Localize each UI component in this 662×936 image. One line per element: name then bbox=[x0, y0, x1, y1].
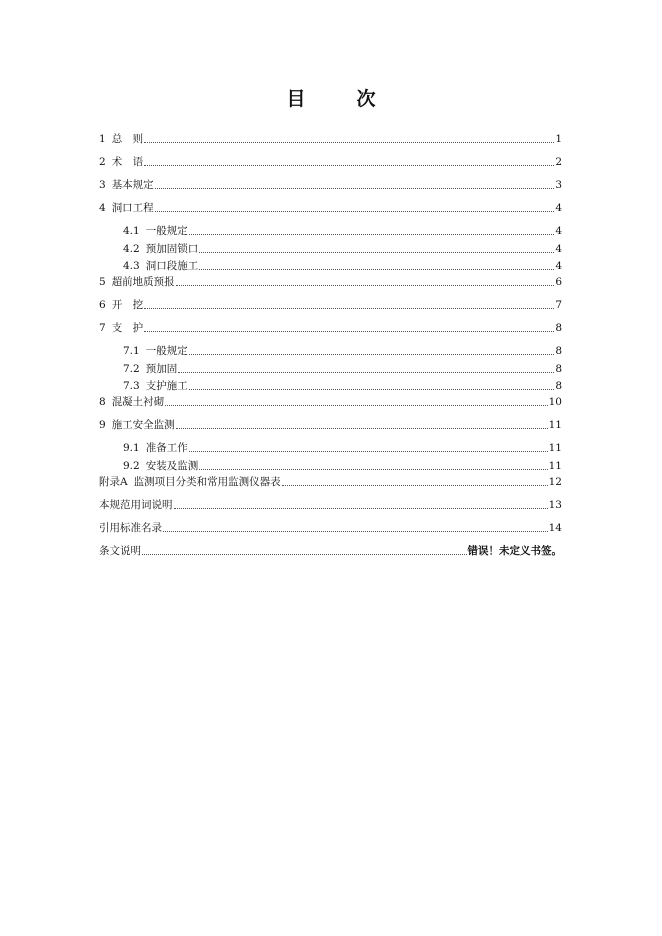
dot-leader bbox=[199, 268, 554, 270]
toc-entry-2[interactable] bbox=[99, 154, 562, 170]
toc-entry-label: 附录A 监测项目分类和常用监测仪器表 bbox=[99, 476, 281, 488]
toc-entry-4[interactable] bbox=[99, 200, 562, 216]
toc-entry-label: 7 支 护 bbox=[99, 322, 144, 334]
toc-entry-3[interactable] bbox=[99, 177, 562, 193]
toc-entry-label: 9 施工安全监测 bbox=[99, 419, 175, 431]
dot-leader bbox=[189, 388, 555, 390]
dot-leader bbox=[282, 484, 548, 486]
toc-error-text: 错误！未定义书签。 bbox=[467, 545, 562, 557]
dot-leader bbox=[144, 164, 554, 166]
toc-entry-explanation[interactable] bbox=[99, 543, 562, 559]
toc-entry-label: 7.2 预加固 bbox=[123, 363, 178, 375]
dot-leader bbox=[142, 553, 467, 555]
dot-leader bbox=[174, 507, 548, 509]
toc-page-number: 11 bbox=[548, 460, 562, 472]
toc-entry-label: 6 开 挖 bbox=[99, 299, 144, 311]
toc-entry-standards[interactable] bbox=[99, 520, 562, 536]
toc-page-number: 12 bbox=[548, 476, 562, 488]
toc-page-number: 4 bbox=[555, 243, 562, 255]
toc-entry-label: 本规范用词说明 bbox=[99, 499, 173, 511]
toc-page-number: 8 bbox=[555, 363, 562, 375]
dot-leader bbox=[176, 427, 548, 429]
toc-entry-6[interactable] bbox=[99, 297, 562, 313]
dot-leader bbox=[189, 450, 548, 452]
toc-page-number: 8 bbox=[555, 345, 562, 357]
toc-entry-wording[interactable] bbox=[99, 497, 562, 513]
toc-entry-9-1[interactable] bbox=[123, 440, 562, 456]
toc-entry-7-3[interactable] bbox=[123, 378, 562, 394]
toc-entry-4-2[interactable] bbox=[123, 241, 562, 257]
toc-entry-label: 4.2 预加固锁口 bbox=[123, 243, 199, 255]
toc-page-number: 2 bbox=[555, 156, 562, 168]
toc-entry-label: 4 洞口工程 bbox=[99, 202, 154, 214]
toc-entry-label: 3 基本规定 bbox=[99, 179, 154, 191]
toc-entry-4-3[interactable] bbox=[123, 258, 562, 274]
toc-entry-label: 9.2 安装及监测 bbox=[123, 460, 199, 472]
toc-entry-label: 9.1 准备工作 bbox=[123, 442, 188, 454]
toc-page-number: 3 bbox=[555, 179, 562, 191]
toc-entry-label: 5 超前地质预报 bbox=[99, 276, 175, 288]
toc-page-number: 11 bbox=[548, 442, 562, 454]
dot-leader bbox=[165, 404, 547, 406]
dot-leader bbox=[176, 284, 555, 286]
dot-leader bbox=[144, 307, 554, 309]
dot-leader bbox=[144, 141, 554, 143]
toc-entry-label: 4.3 洞口段施工 bbox=[123, 260, 199, 272]
toc-entry-label: 4.1 一般规定 bbox=[123, 225, 188, 237]
toc-entry-1[interactable] bbox=[99, 131, 562, 147]
toc-entry-7-1[interactable] bbox=[123, 343, 562, 359]
toc-page-number: 11 bbox=[548, 419, 562, 431]
dot-leader bbox=[189, 233, 555, 235]
toc-page-number: 4 bbox=[555, 202, 562, 214]
toc-entry-9[interactable] bbox=[99, 417, 562, 433]
toc-page-number: 1 bbox=[555, 133, 562, 145]
dot-leader bbox=[199, 251, 554, 253]
toc-page-number: 7 bbox=[555, 299, 562, 311]
dot-leader bbox=[155, 210, 555, 212]
toc-page-number: 14 bbox=[548, 522, 562, 534]
toc-page-number: 8 bbox=[555, 380, 562, 392]
toc-entry-9-2[interactable] bbox=[123, 458, 562, 474]
toc-entry-8[interactable] bbox=[99, 394, 562, 410]
toc-page-number: 10 bbox=[548, 396, 562, 408]
toc-entry-7-2[interactable] bbox=[123, 361, 562, 377]
toc-entry-label: 7.1 一般规定 bbox=[123, 345, 188, 357]
toc-entry-label: 引用标准名录 bbox=[99, 522, 162, 534]
dot-leader bbox=[178, 371, 554, 373]
toc-entry-label: 7.3 支护施工 bbox=[123, 380, 188, 392]
dot-leader bbox=[189, 353, 555, 355]
toc-entry-4-1[interactable] bbox=[123, 223, 562, 239]
toc-page-number: 8 bbox=[555, 322, 562, 334]
toc-page-number: 4 bbox=[555, 260, 562, 272]
page-title: 目 次 bbox=[286, 88, 392, 110]
toc-page-number: 13 bbox=[548, 499, 562, 511]
dot-leader bbox=[155, 187, 555, 189]
toc-entry-appendix-a[interactable] bbox=[99, 474, 562, 490]
dot-leader bbox=[144, 330, 554, 332]
toc-entry-5[interactable] bbox=[99, 274, 562, 290]
toc-entry-label: 1 总 则 bbox=[99, 133, 144, 145]
toc-entry-7[interactable] bbox=[99, 320, 562, 336]
toc-page-number: 6 bbox=[555, 276, 562, 288]
toc-entry-label: 8 混凝土衬砌 bbox=[99, 396, 165, 408]
toc-entry-label: 条文说明 bbox=[99, 545, 141, 557]
toc-entry-label: 2 术 语 bbox=[99, 156, 144, 168]
toc-page-number: 4 bbox=[555, 225, 562, 237]
dot-leader bbox=[163, 530, 548, 532]
dot-leader bbox=[199, 468, 547, 470]
